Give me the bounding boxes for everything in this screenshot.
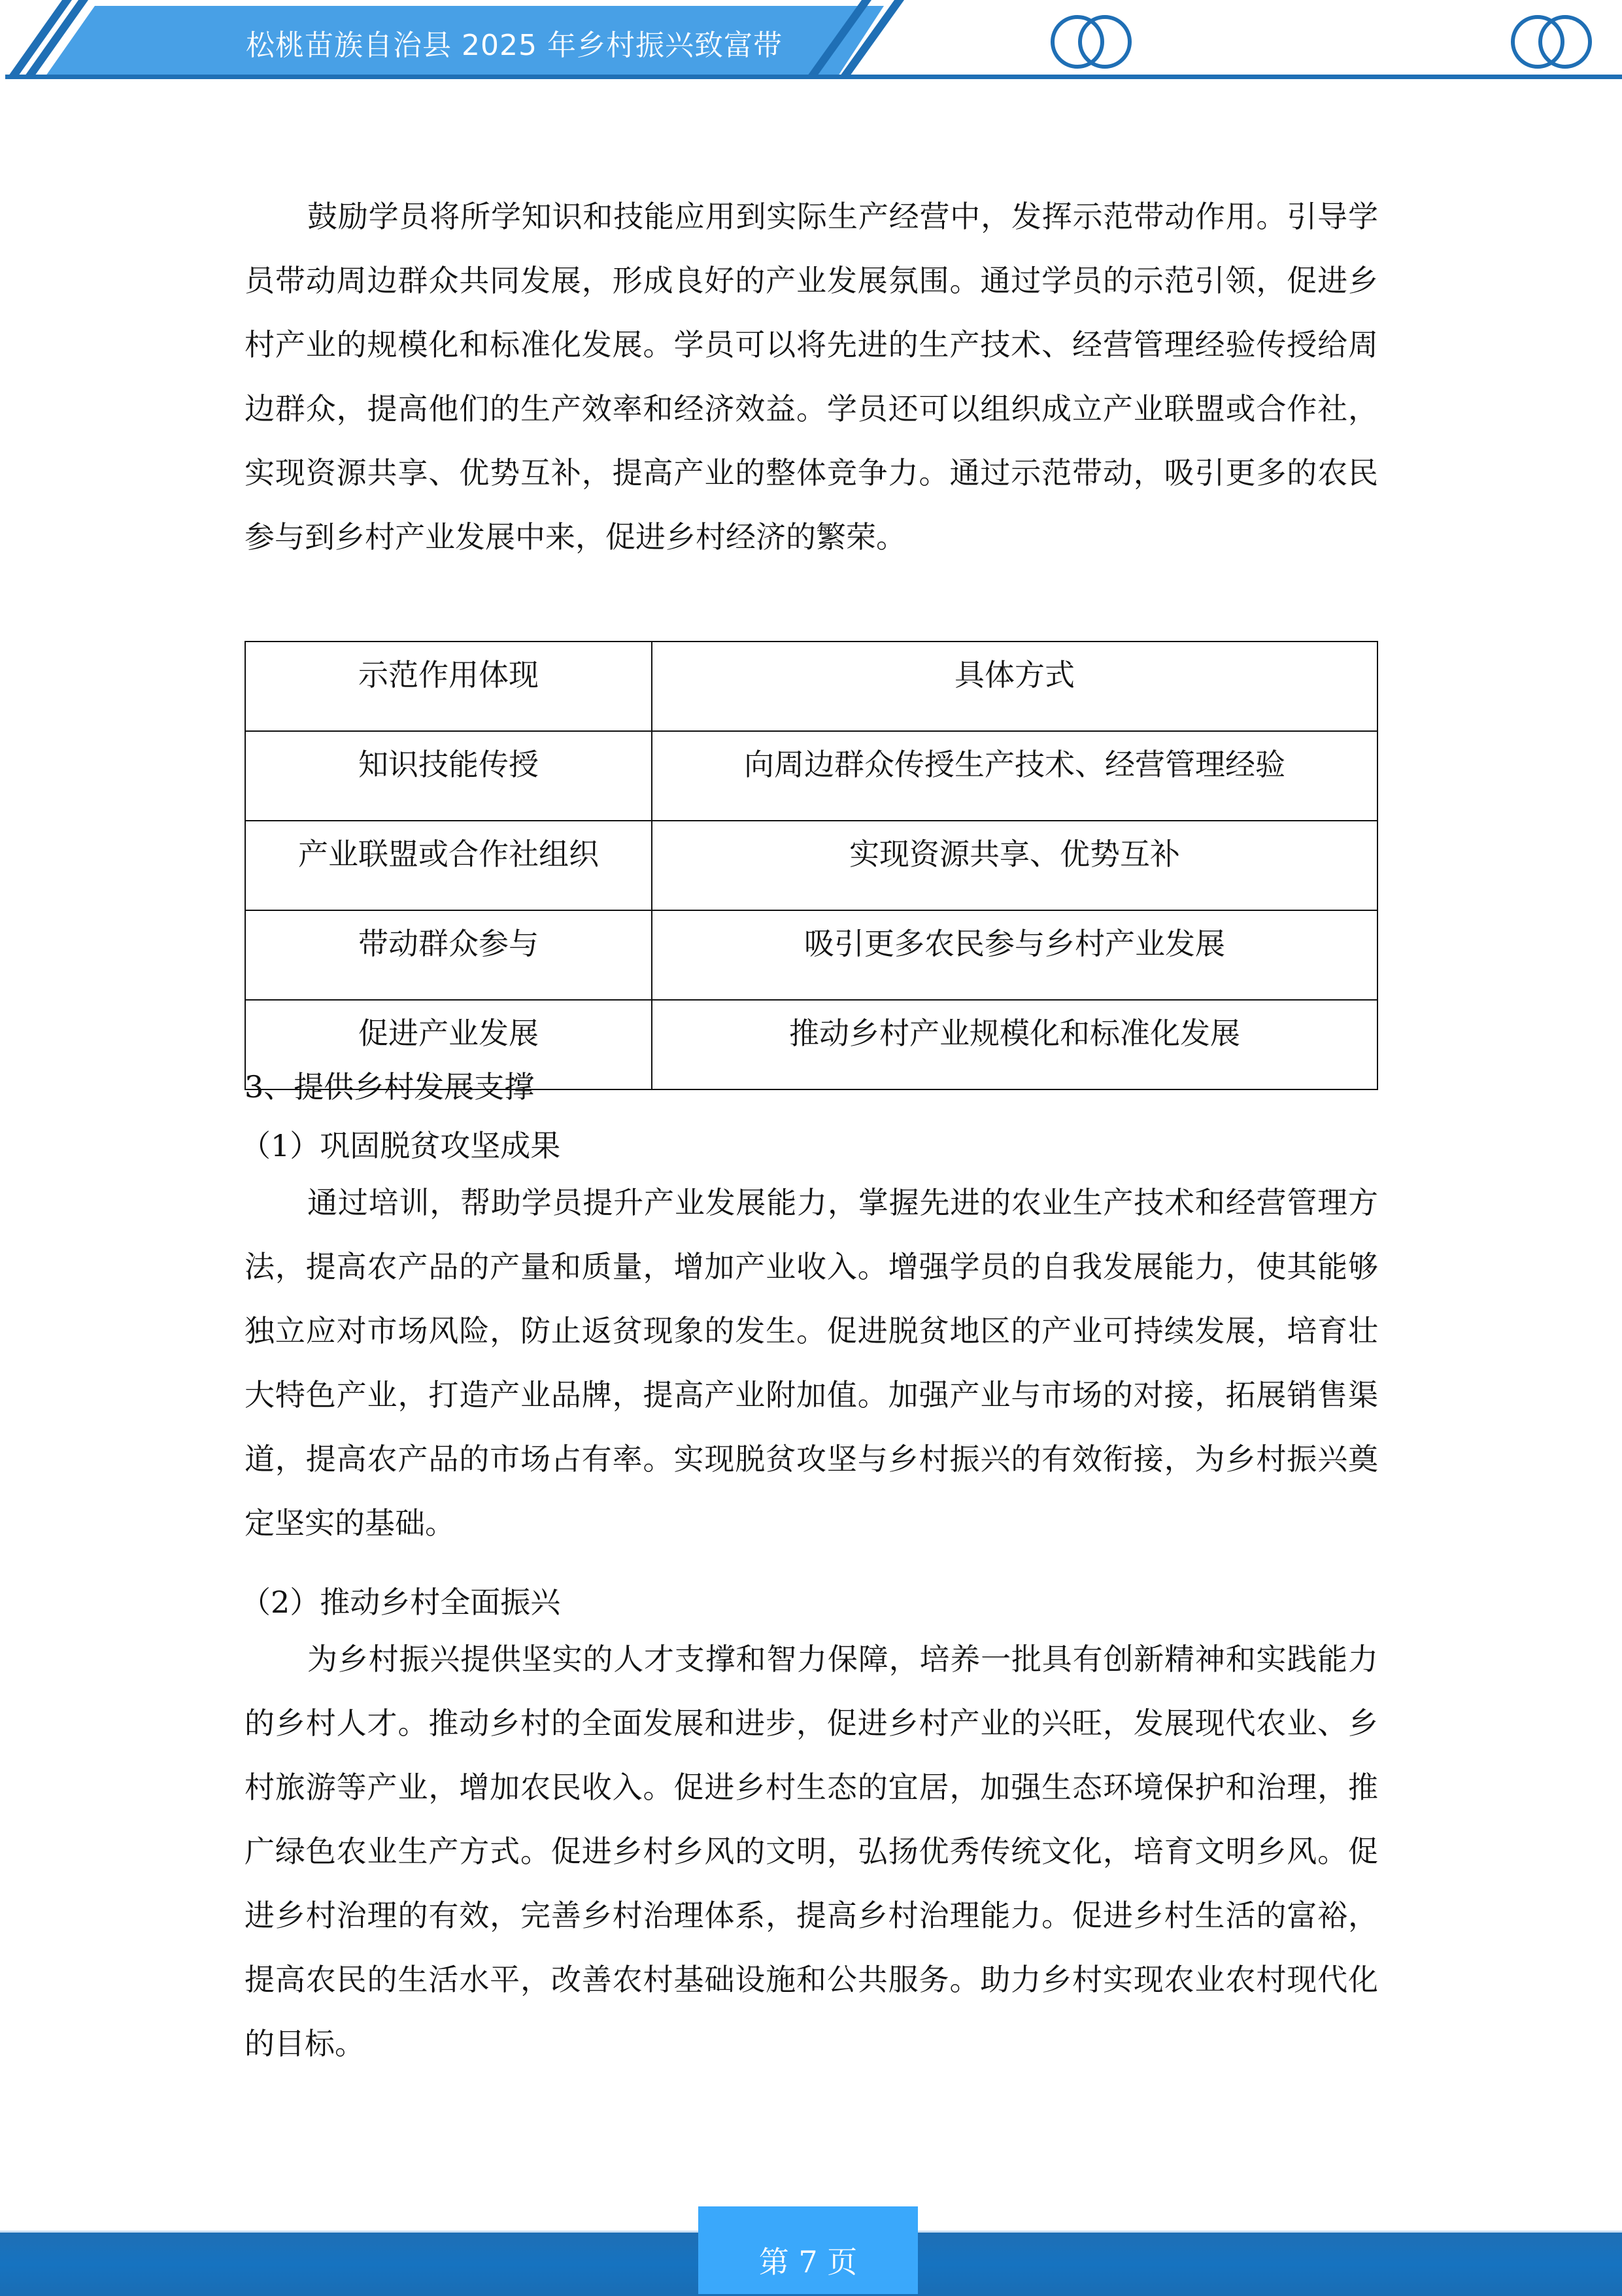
table-header-row xyxy=(245,642,1377,731)
table-cell: 实现资源共享、优势互补 xyxy=(652,821,1377,910)
subsection-heading: （2）推动乡村全面振兴 xyxy=(241,1585,561,1620)
page-number: 第 7 页 xyxy=(698,2206,918,2294)
table-cell: 向周边群众传授生产技术、经营管理经验 xyxy=(652,731,1377,821)
table-header-cell: 具体方式 xyxy=(652,642,1377,731)
table-cell: 知识技能传授 xyxy=(245,731,652,821)
table-row xyxy=(245,910,1377,1000)
paragraph-demonstration: 鼓励学员将所学知识和技能应用到实际生产经营中，发挥示范带动作用。引导学员带动周边群众共同发展，形成良好的产业发展氛围。通过学员的示范引领，促进乡村产业的规模化和标准化发展。学员可以将先进的生产技术、经营管理经验传授给周边群众，提高他们的生产效率和经济效益。学员还可以组织成立产业联盟或合作社，实现资源共享、优势互补，提高产业的整体竞争力。通过示范带动，吸引更多的农民参与到乡村产业发展中来，促进乡村经济的繁荣。 xyxy=(245,199,1378,555)
table-cell: 推动乡村产业规模化和标准化发展 xyxy=(652,1000,1377,1089)
paragraph-rural-revitalization: 为乡村振兴提供坚实的人才支撑和智力保障，培养一批具有创新精神和实践能力的乡村人才。推动乡村的全面发展和进步，促进乡村产业的兴旺，发展现代农业、乡村旅游等产业，增加农民收入。促进乡村生态的宜居，加强生态环境保护和治理，推广绿色农业生产方式。促进乡村乡风的文明，弘扬优秀传统文化，培育文明乡风。促进乡村治理的有效，完善乡村治理体系，提高乡村治理能力。促进乡村生活的富裕，提高农民的生活水平，改善农村基础设施和公共服务。助力乡村实现农业农村现代化的目标。 xyxy=(245,1641,1378,2061)
table-cell: 带动群众参与 xyxy=(245,910,652,1000)
table-cell: 吸引更多农民参与乡村产业发展 xyxy=(652,910,1377,1000)
table-cell: 产业联盟或合作社组织 xyxy=(245,821,652,910)
section-heading: 3、提供乡村发展支撑 xyxy=(245,1069,535,1105)
page-header xyxy=(0,0,1622,85)
table-header-cell: 示范作用体现 xyxy=(245,642,652,731)
interlocking-rings-icon xyxy=(1513,17,1590,67)
paragraph-consolidate-poverty-alleviation: 通过培训，帮助学员提升产业发展能力，掌握先进的农业生产技术和经营管理方法，提高农产品的产量和质量，增加产业收入。增强学员的自我发展能力，使其能够独立应对市场风险，防止返贫现象的发生。促进脱贫地区的产业可持续发展，培育壮大特色产业，打造产业品牌，提高产业附加值。加强产业与市场的对接，拓展销售渠道，提高农产品的市场占有率。实现脱贫攻坚与乡村振兴的有效衔接，为乡村振兴奠定坚实的基础。 xyxy=(245,1185,1378,1541)
table-row xyxy=(245,731,1377,821)
interlocking-rings-icon xyxy=(1053,17,1130,67)
subsection-heading: （1）巩固脱贫攻坚成果 xyxy=(241,1128,561,1163)
table-cell: 促进产业发展 xyxy=(245,1000,652,1089)
demonstration-table xyxy=(245,641,1378,1090)
document-title: 松桃苗族自治县 2025 年乡村振兴致富带 xyxy=(246,29,783,62)
table-row xyxy=(245,821,1377,910)
